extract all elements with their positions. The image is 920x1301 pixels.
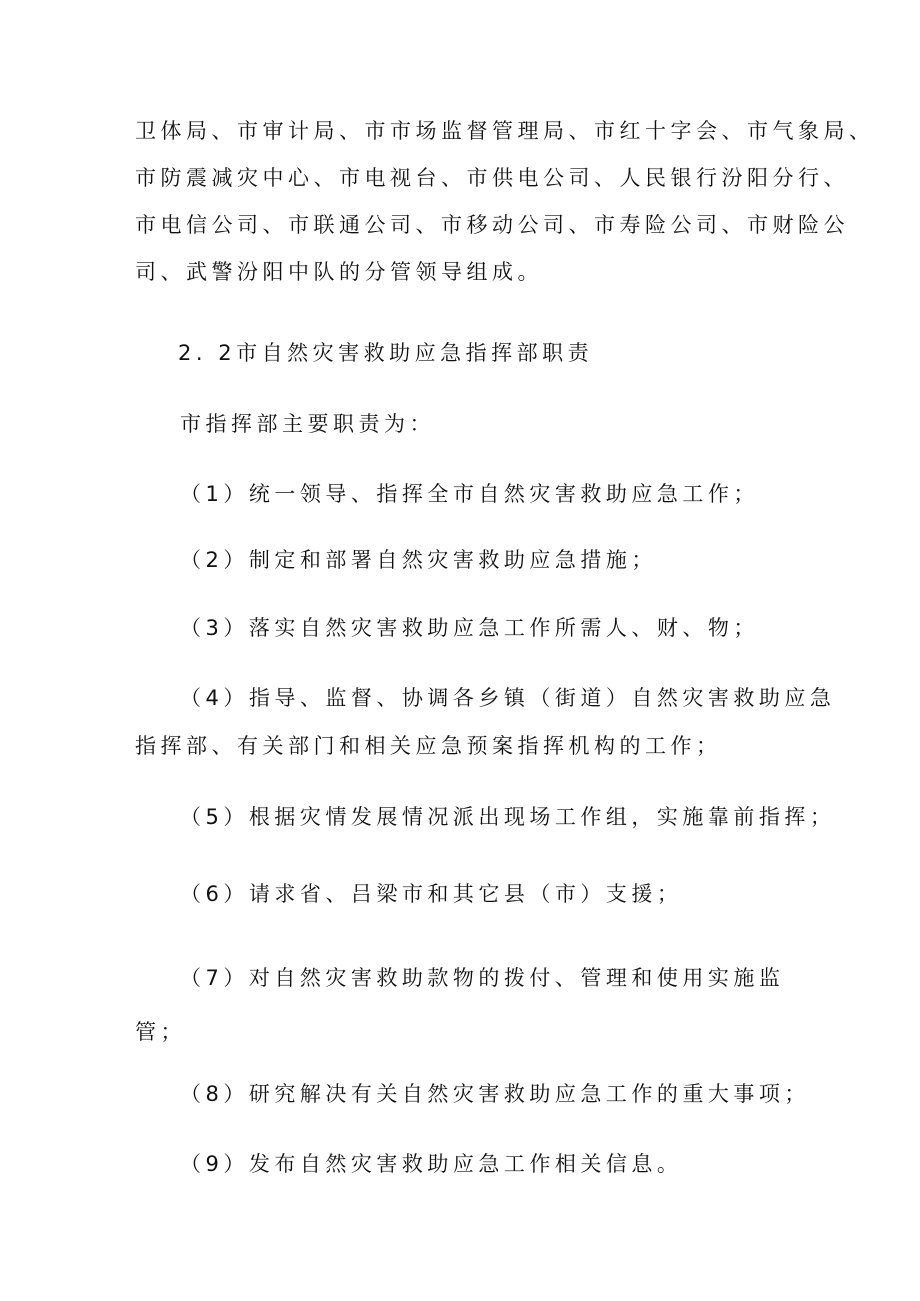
duty-item-4-line2: 指挥部、有关部门和相关应急预案指挥机构的工作； xyxy=(135,734,722,758)
duty-item-1: （1）统一领导、指挥全市自然灾害救助应急工作； xyxy=(180,482,759,506)
duty-item-2: （2）制定和部署自然灾害救助应急措施； xyxy=(180,548,657,572)
duty-item-4-line1: （4）指导、监督、协调各乡镇（街道）自然灾害救助应急 xyxy=(180,686,836,710)
duty-item-8: （8）研究解决有关自然灾害救助应急工作的重大事项； xyxy=(180,1082,810,1106)
intro-paragraph-line: 市电信公司、市联通公司、市移动公司、市寿险公司、市财险公 xyxy=(135,213,849,237)
duties-intro: 市指挥部主要职责为： xyxy=(180,412,435,436)
duty-item-9: （9）发布自然灾害救助应急工作相关信息。 xyxy=(180,1152,683,1176)
duty-item-7-line2: 管； xyxy=(135,1020,186,1044)
duty-item-6: （6）请求省、吕梁市和其它县（市）支援； xyxy=(180,882,683,906)
section-heading: 2. 2市自然灾害救助应急指挥部职责 xyxy=(178,341,594,365)
intro-paragraph-line: 卫体局、市审计局、市市场监督管理局、市红十字会、市气象局、 xyxy=(135,119,875,143)
duty-item-3: （3）落实自然灾害救助应急工作所需人、财、物； xyxy=(180,616,759,640)
intro-paragraph-line: 司、武警汾阳中队的分管领导组成。 xyxy=(135,260,543,284)
duty-item-5: （5）根据灾情发展情况派出现场工作组，实施靠前指挥； xyxy=(180,805,836,829)
intro-paragraph-line: 市防震减灾中心、市电视台、市供电公司、人民银行汾阳分行、 xyxy=(135,166,849,190)
duty-item-7-line1: （7）对自然灾害救助款物的拨付、管理和使用实施监 xyxy=(180,966,785,990)
